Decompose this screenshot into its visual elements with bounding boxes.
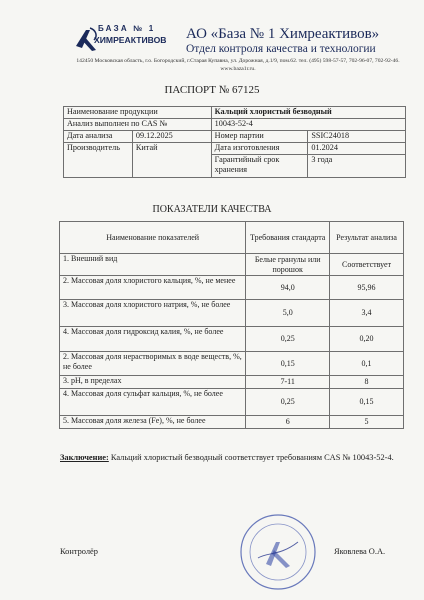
passport-title: ПАСПОРТ № 67125 bbox=[164, 84, 260, 96]
row-name: 2. Массовая доля нерастворимых в воде веществ, %, не более bbox=[60, 352, 246, 376]
logo-text-top: БАЗА № 1 bbox=[98, 24, 156, 33]
organization-name: АО «База № 1 Химреактивов» bbox=[186, 26, 380, 42]
production-date-value: 01.2024 bbox=[308, 143, 406, 155]
row-name: 3. Массовая доля хлористого натрия, %, не более bbox=[60, 300, 246, 327]
row-requirement: 0,15 bbox=[246, 352, 330, 376]
row-name: 5. Массовая доля железа (Fe), %, не более bbox=[60, 416, 246, 429]
row-result: 3,4 bbox=[330, 300, 404, 327]
conclusion-label: Заключение: bbox=[60, 453, 109, 462]
row-requirement: 0,25 bbox=[246, 327, 330, 352]
analysis-date-label: Дата анализа bbox=[64, 131, 133, 143]
table-row bbox=[60, 276, 404, 300]
row-requirement: Белые гранулы или порошок bbox=[246, 254, 330, 276]
row-requirement: 7-11 bbox=[246, 376, 330, 389]
shelf-life-value: 3 года bbox=[308, 155, 406, 178]
product-label: Наименование продукции bbox=[64, 107, 212, 119]
manufacturer-value: Китай bbox=[132, 143, 211, 178]
quality-section-title: ПОКАЗАТЕЛИ КАЧЕСТВА bbox=[152, 204, 272, 215]
shelf-life-label: Гарантийный срок хранения bbox=[211, 155, 308, 178]
row-requirement: 5,0 bbox=[246, 300, 330, 327]
table-row bbox=[60, 327, 404, 352]
row-name: 3. pH, в пределах bbox=[60, 376, 246, 389]
row-result: 0,15 bbox=[330, 389, 404, 416]
department-name: Отдел контроля качества и технологии bbox=[186, 43, 376, 55]
col-header-name: Наименование показателей bbox=[60, 222, 246, 254]
table-row bbox=[60, 300, 404, 327]
row-result: 8 bbox=[330, 376, 404, 389]
manufacturer-label: Производитель bbox=[64, 143, 133, 178]
row-requirement: 94,0 bbox=[246, 276, 330, 300]
company-address: 142450 Московская область, г.о. Богородский, г.Старая Купавна, ул. Дорожная, д.1/9, пом.62. тел. (495) 598-57-57, 702-96-07, 702-92-46. www.baza1r.ru. bbox=[76, 58, 400, 72]
batch-value: SSIC24018 bbox=[308, 131, 406, 143]
analysis-value: 10043-52-4 bbox=[211, 119, 405, 131]
row-name: 4. Массовая доля сульфат кальция, %, не более bbox=[60, 389, 246, 416]
row-result: 0,20 bbox=[330, 327, 404, 352]
table-row bbox=[60, 352, 404, 376]
row-name: 2. Массовая доля хлористого кальция, %, не менее bbox=[60, 276, 246, 300]
analysis-date-value: 09.12.2025 bbox=[132, 131, 211, 143]
table-row bbox=[60, 254, 404, 276]
company-logo bbox=[72, 22, 184, 54]
row-requirement: 0,25 bbox=[246, 389, 330, 416]
col-header-requirement: Требования стандарта bbox=[246, 222, 330, 254]
analysis-label: Анализ выполнен по CAS № bbox=[64, 119, 212, 131]
production-date-label: Дата изготовления bbox=[211, 143, 308, 155]
product-info-table bbox=[63, 106, 406, 178]
row-result: Соответствует bbox=[330, 254, 404, 276]
company-stamp bbox=[238, 512, 318, 592]
controller-name: Яковлева О.А. bbox=[334, 547, 386, 556]
row-result: 95,96 bbox=[330, 276, 404, 300]
quality-table bbox=[59, 221, 404, 429]
controller-label: Контролёр bbox=[60, 547, 98, 556]
row-requirement: 6 bbox=[246, 416, 330, 429]
conclusion bbox=[60, 452, 410, 463]
batch-label: Номер партии bbox=[211, 131, 308, 143]
col-header-result: Результат анализа bbox=[330, 222, 404, 254]
product-value: Кальций хлористый безводный bbox=[211, 107, 405, 119]
row-name: 1. Внешний вид bbox=[60, 254, 246, 276]
conclusion-text: Кальций хлористый безводный соответствует требованиям CAS № 10043-52-4. bbox=[108, 453, 394, 462]
row-name: 4. Массовая доля гидроксид калия, %, не более bbox=[60, 327, 246, 352]
table-row bbox=[60, 416, 404, 429]
row-result: 0,1 bbox=[330, 352, 404, 376]
table-row bbox=[60, 376, 404, 389]
logo-text-bottom: ХИМРЕАКТИВОВ bbox=[94, 35, 167, 45]
table-row bbox=[60, 389, 404, 416]
row-result: 5 bbox=[330, 416, 404, 429]
